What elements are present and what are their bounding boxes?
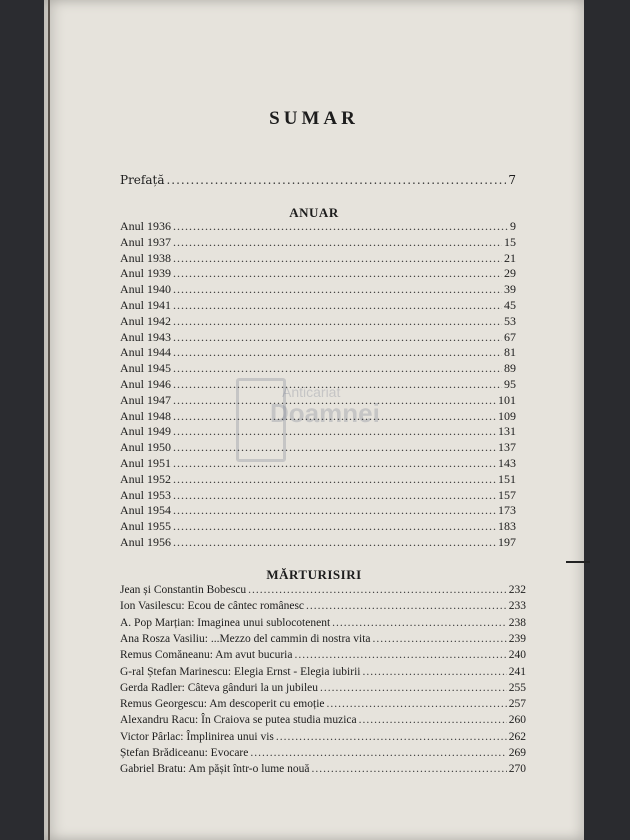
background-right <box>584 0 630 840</box>
toc-label: Prefață <box>120 173 165 187</box>
toc-label: Anul 1951 <box>120 456 171 470</box>
toc-entry <box>120 235 516 250</box>
toc-page: 131 <box>498 424 516 439</box>
toc-page: 39 <box>504 282 516 297</box>
toc-page: 173 <box>498 503 516 518</box>
toc-entry <box>120 697 526 712</box>
toc-label: Anul 1949 <box>120 424 171 439</box>
toc-label: Anul 1954 <box>120 503 171 518</box>
toc-label: Ion Vasilescu: Ecou de cântec românesc <box>120 600 305 613</box>
toc-entry <box>120 251 516 266</box>
toc-page: 241 <box>508 665 526 678</box>
toc-label: Anul 1939 <box>120 266 171 281</box>
toc-entry <box>120 599 526 614</box>
toc-entry <box>120 583 526 598</box>
toc-label: Alexandru Racu: În Craiova se putea studia muzica <box>120 714 357 727</box>
toc-entry <box>120 440 516 455</box>
toc-entry <box>120 266 516 281</box>
toc-preface <box>120 173 516 188</box>
toc-page: 197 <box>498 535 516 549</box>
toc-entry <box>120 282 516 297</box>
toc-label: Anul 1955 <box>120 519 171 534</box>
toc-page: 151 <box>498 471 516 486</box>
toc-page: 89 <box>504 361 516 376</box>
toc-label: Ana Rosza Vasiliu: ...Mezzo del cammin di nostra vita <box>120 632 371 645</box>
toc-page: 137 <box>498 440 516 455</box>
toc-page: 101 <box>498 392 516 407</box>
toc-label: Jean și Constantin Bobescu <box>120 584 247 596</box>
toc-entry <box>120 298 516 313</box>
toc-page: 270 <box>508 763 526 776</box>
toc-label: Anul 1938 <box>120 250 171 265</box>
toc-entry <box>120 746 526 761</box>
toc-entry <box>120 648 526 663</box>
toc-page: 67 <box>504 329 516 344</box>
section-heading-anuar: ANUAR <box>289 205 339 220</box>
toc-page: 45 <box>504 298 516 312</box>
toc-entry <box>120 762 526 777</box>
toc-page: 260 <box>508 714 526 727</box>
toc-page: 81 <box>504 345 516 360</box>
toc-page: 257 <box>508 698 526 711</box>
toc-page: 239 <box>508 632 526 645</box>
toc-entry <box>120 665 526 680</box>
toc-label: Anul 1952 <box>120 471 171 486</box>
toc-label: Victor Pârlac: Împlinirea unui vis <box>120 730 274 743</box>
page-title: SUMAR <box>269 108 359 129</box>
toc-entry <box>120 503 516 518</box>
toc-entry <box>120 681 526 696</box>
toc-label: Remus Georgescu: Am descoperit cu emoție <box>120 698 325 711</box>
toc-label: Anul 1953 <box>120 487 171 502</box>
toc-label: A. Pop Marțian: Imaginea unui sublocotenent <box>120 616 331 629</box>
page-edge-mark <box>566 561 590 563</box>
toc-entry <box>120 632 526 647</box>
toc-label: Anul 1937 <box>120 234 171 249</box>
toc-entry <box>120 488 516 503</box>
toc-page: 157 <box>498 487 516 502</box>
toc-entry <box>120 730 526 745</box>
toc-page: 262 <box>508 730 526 743</box>
toc-page: 238 <box>508 616 526 629</box>
toc-page: 29 <box>504 266 516 281</box>
toc-label: Anul 1950 <box>120 440 171 455</box>
toc-label: Anul 1936 <box>120 219 171 233</box>
toc-label: Gerda Radler: Câteva gânduri la un jubileu <box>120 681 318 694</box>
toc-entry <box>120 361 516 376</box>
toc-entry <box>120 219 516 234</box>
toc-page: 183 <box>498 519 516 534</box>
toc-label: Anul 1942 <box>120 313 171 328</box>
toc-entry <box>120 616 526 631</box>
toc-page: 232 <box>508 584 526 596</box>
toc-label: G-ral Ștefan Marinescu: Elegia Ernst - Elegia iubirii <box>120 665 361 678</box>
toc-page: 53 <box>504 313 516 328</box>
toc-entry <box>120 713 526 728</box>
watermark-line1: Anticariat <box>282 384 341 400</box>
toc-entry <box>120 393 516 408</box>
toc-entry <box>120 345 516 360</box>
toc-entry <box>120 330 516 345</box>
toc-page: 7 <box>508 173 516 187</box>
toc-entry <box>120 535 516 550</box>
toc-entry <box>120 424 516 439</box>
toc-label: Anul 1943 <box>120 329 171 344</box>
toc-label: Remus Comăneanu: Am avut bucuria <box>120 649 293 662</box>
toc-page: 240 <box>508 649 526 662</box>
toc-label: Anul 1948 <box>120 408 171 423</box>
toc-entry <box>120 314 516 329</box>
toc-page: 15 <box>504 234 516 249</box>
toc-page: 9 <box>510 219 516 233</box>
toc-label: Anul 1947 <box>120 392 171 407</box>
toc-entry <box>120 409 516 424</box>
toc-entry <box>120 456 516 471</box>
toc-entry <box>120 519 516 534</box>
toc-label: Anul 1945 <box>120 361 171 376</box>
toc-page: 109 <box>498 408 516 423</box>
toc-page: 21 <box>504 250 516 265</box>
toc-label: Anul 1956 <box>120 535 171 549</box>
toc-label: Ștefan Brădiceanu: Evocare <box>120 747 249 759</box>
toc-label: Anul 1941 <box>120 298 171 312</box>
watermark-line2: Doamnei <box>270 398 380 428</box>
toc-page: 143 <box>498 456 516 470</box>
toc-label: Anul 1944 <box>120 345 171 360</box>
toc-page: 233 <box>508 600 526 613</box>
toc-label: Anul 1940 <box>120 282 171 297</box>
toc-label: Gabriel Bratu: Am pășit într-o lume nouă <box>120 763 310 776</box>
toc-page: 269 <box>508 747 526 759</box>
toc-entry <box>120 472 516 487</box>
section-heading-marturisiri: MĂRTURISIRI <box>266 567 362 582</box>
toc-page: 95 <box>504 377 516 391</box>
toc-label: Anul 1946 <box>120 377 171 391</box>
toc-page: 255 <box>508 681 526 694</box>
toc-entry <box>120 377 516 392</box>
